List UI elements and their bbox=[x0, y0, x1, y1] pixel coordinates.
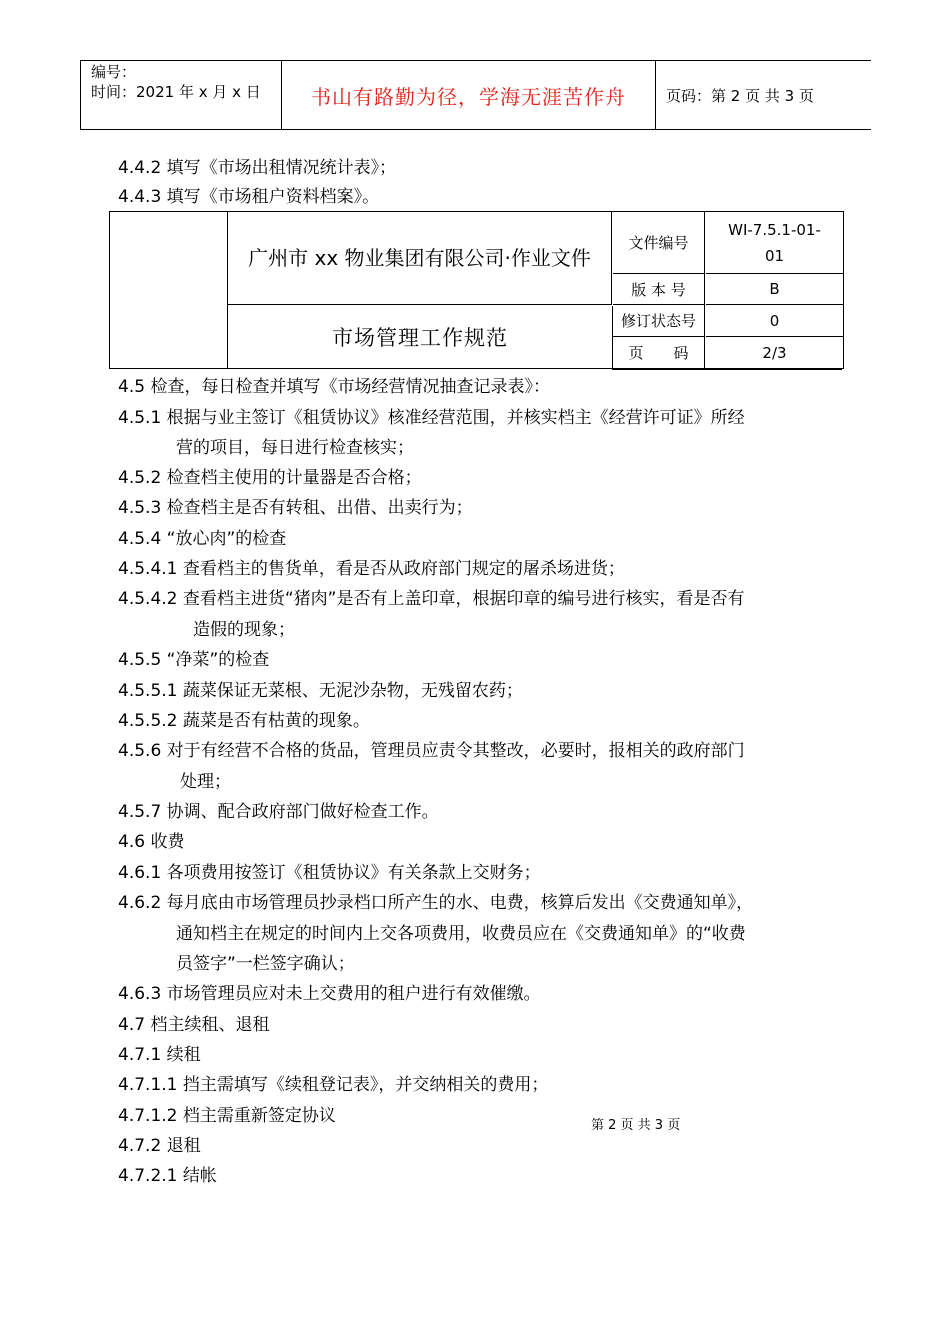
paragraph: 4.7.1.2 档主需重新签定协议 bbox=[118, 1106, 336, 1126]
company-name: 广州市 xx 物业集团有限公司·作业文件 bbox=[228, 212, 612, 305]
page-label: 页码：第 2 页 共 3 页 bbox=[666, 86, 814, 105]
paragraph-continuation: 造假的现象； bbox=[193, 620, 295, 640]
document-title: 市场管理工作规范 bbox=[228, 306, 613, 368]
paragraph: 4.6.2 每月底由市场管理员抄录档口所产生的水、电费，核算后发出《交费通知单》， bbox=[118, 893, 754, 913]
paragraph: 4.7 档主续租、退租 bbox=[118, 1015, 270, 1035]
paragraph: 4.5.5.1 蔬菜保证无菜根、无泥沙杂物，无残留农药； bbox=[118, 681, 523, 701]
paragraph: 4.5.3 检查档主是否有转租、出借、出卖行为； bbox=[118, 498, 473, 518]
revision-label: 修订状态号 bbox=[613, 305, 705, 337]
paragraph: 4.6 收费 bbox=[118, 832, 185, 852]
paragraph: 4.5 检查，每日检查并填写《市场经营情况抽查记录表》： bbox=[118, 377, 550, 397]
paragraph: 4.4.3 填写《市场租户资料档案》。 bbox=[118, 187, 380, 207]
version-label: 版 本 号 bbox=[613, 274, 705, 305]
paragraph: 4.5.1 根据与业主签订《租赁协议》核准经营范围，并核实档主《经营许可证》所经 bbox=[118, 408, 745, 428]
version-value: B bbox=[706, 274, 843, 305]
paragraph: 4.5.5 “净菜”的检查 bbox=[118, 650, 270, 670]
paragraph: 4.7.2 退租 bbox=[118, 1136, 201, 1156]
revision-value: 0 bbox=[706, 305, 843, 337]
header-info-cell bbox=[81, 61, 282, 129]
paragraph: 4.5.5.2 蔬菜是否有枯黄的现象。 bbox=[118, 711, 370, 731]
page-code-label: 页 码 bbox=[613, 337, 705, 368]
header-page-cell bbox=[656, 61, 871, 129]
paragraph: 4.5.6 对于有经营不合格的货品，管理员应责令其整改，必要时，报相关的政府部门 bbox=[118, 741, 745, 761]
document-info-table bbox=[109, 211, 844, 369]
paragraph: 4.5.7 协调、配合政府部门做好检查工作。 bbox=[118, 802, 439, 822]
page-code-value: 2/3 bbox=[762, 343, 787, 362]
time-label: 时间：2021 年 x 月 x 日 bbox=[91, 83, 261, 101]
paragraph: 4.4.2 填写《市场出租情况统计表》； bbox=[118, 158, 397, 178]
paragraph: 4.6.1 各项费用按签订《租赁协议》有关条款上交财务； bbox=[118, 863, 541, 883]
table-divider bbox=[612, 369, 842, 370]
paragraph: 4.7.1 续租 bbox=[118, 1045, 201, 1065]
file-number-value: WI-7.5.1-01-01 bbox=[706, 212, 843, 274]
paragraph: 4.5.4 “放心肉”的检查 bbox=[118, 529, 287, 549]
paragraph: 4.5.4.2 查看档主进货“猪肉”是否有上盖印章，根据印章的编号进行核实，看是否有 bbox=[118, 589, 745, 609]
paragraph: 4.6.3 市场管理员应对未上交费用的租户进行有效催缴。 bbox=[118, 984, 541, 1004]
paragraph: 4.5.2 检查档主使用的计量器是否合格； bbox=[118, 468, 422, 488]
motto: 书山有路勤为径，学海无涯苦作舟 bbox=[311, 84, 626, 109]
header-motto-cell bbox=[282, 61, 656, 129]
paragraph-continuation: 员签字”一栏签字确认； bbox=[176, 954, 355, 974]
paragraph: 4.5.4.1 查看档主的售货单，看是否从政府部门规定的屠杀场进货； bbox=[118, 559, 625, 579]
file-number-label: 文件编号 bbox=[613, 212, 705, 274]
page-header bbox=[80, 60, 871, 130]
paragraph: 4.7.2.1 结帐 bbox=[118, 1166, 217, 1186]
paragraph-continuation: 营的项目，每日进行检查核实； bbox=[176, 438, 414, 458]
paragraph: 4.7.1.1 挡主需填写《续租登记表》，并交纳相关的费用； bbox=[118, 1075, 549, 1095]
paragraph-continuation: 处理； bbox=[180, 772, 231, 792]
page-footer: 第 2 页 共 3 页 bbox=[591, 1118, 681, 1133]
paragraph-continuation: 通知档主在规定的时间内上交各项费用，收费员应在《交费通知单》的“收费 bbox=[176, 924, 746, 944]
logo-cell bbox=[110, 212, 228, 368]
number-label: 编号： bbox=[91, 63, 137, 81]
